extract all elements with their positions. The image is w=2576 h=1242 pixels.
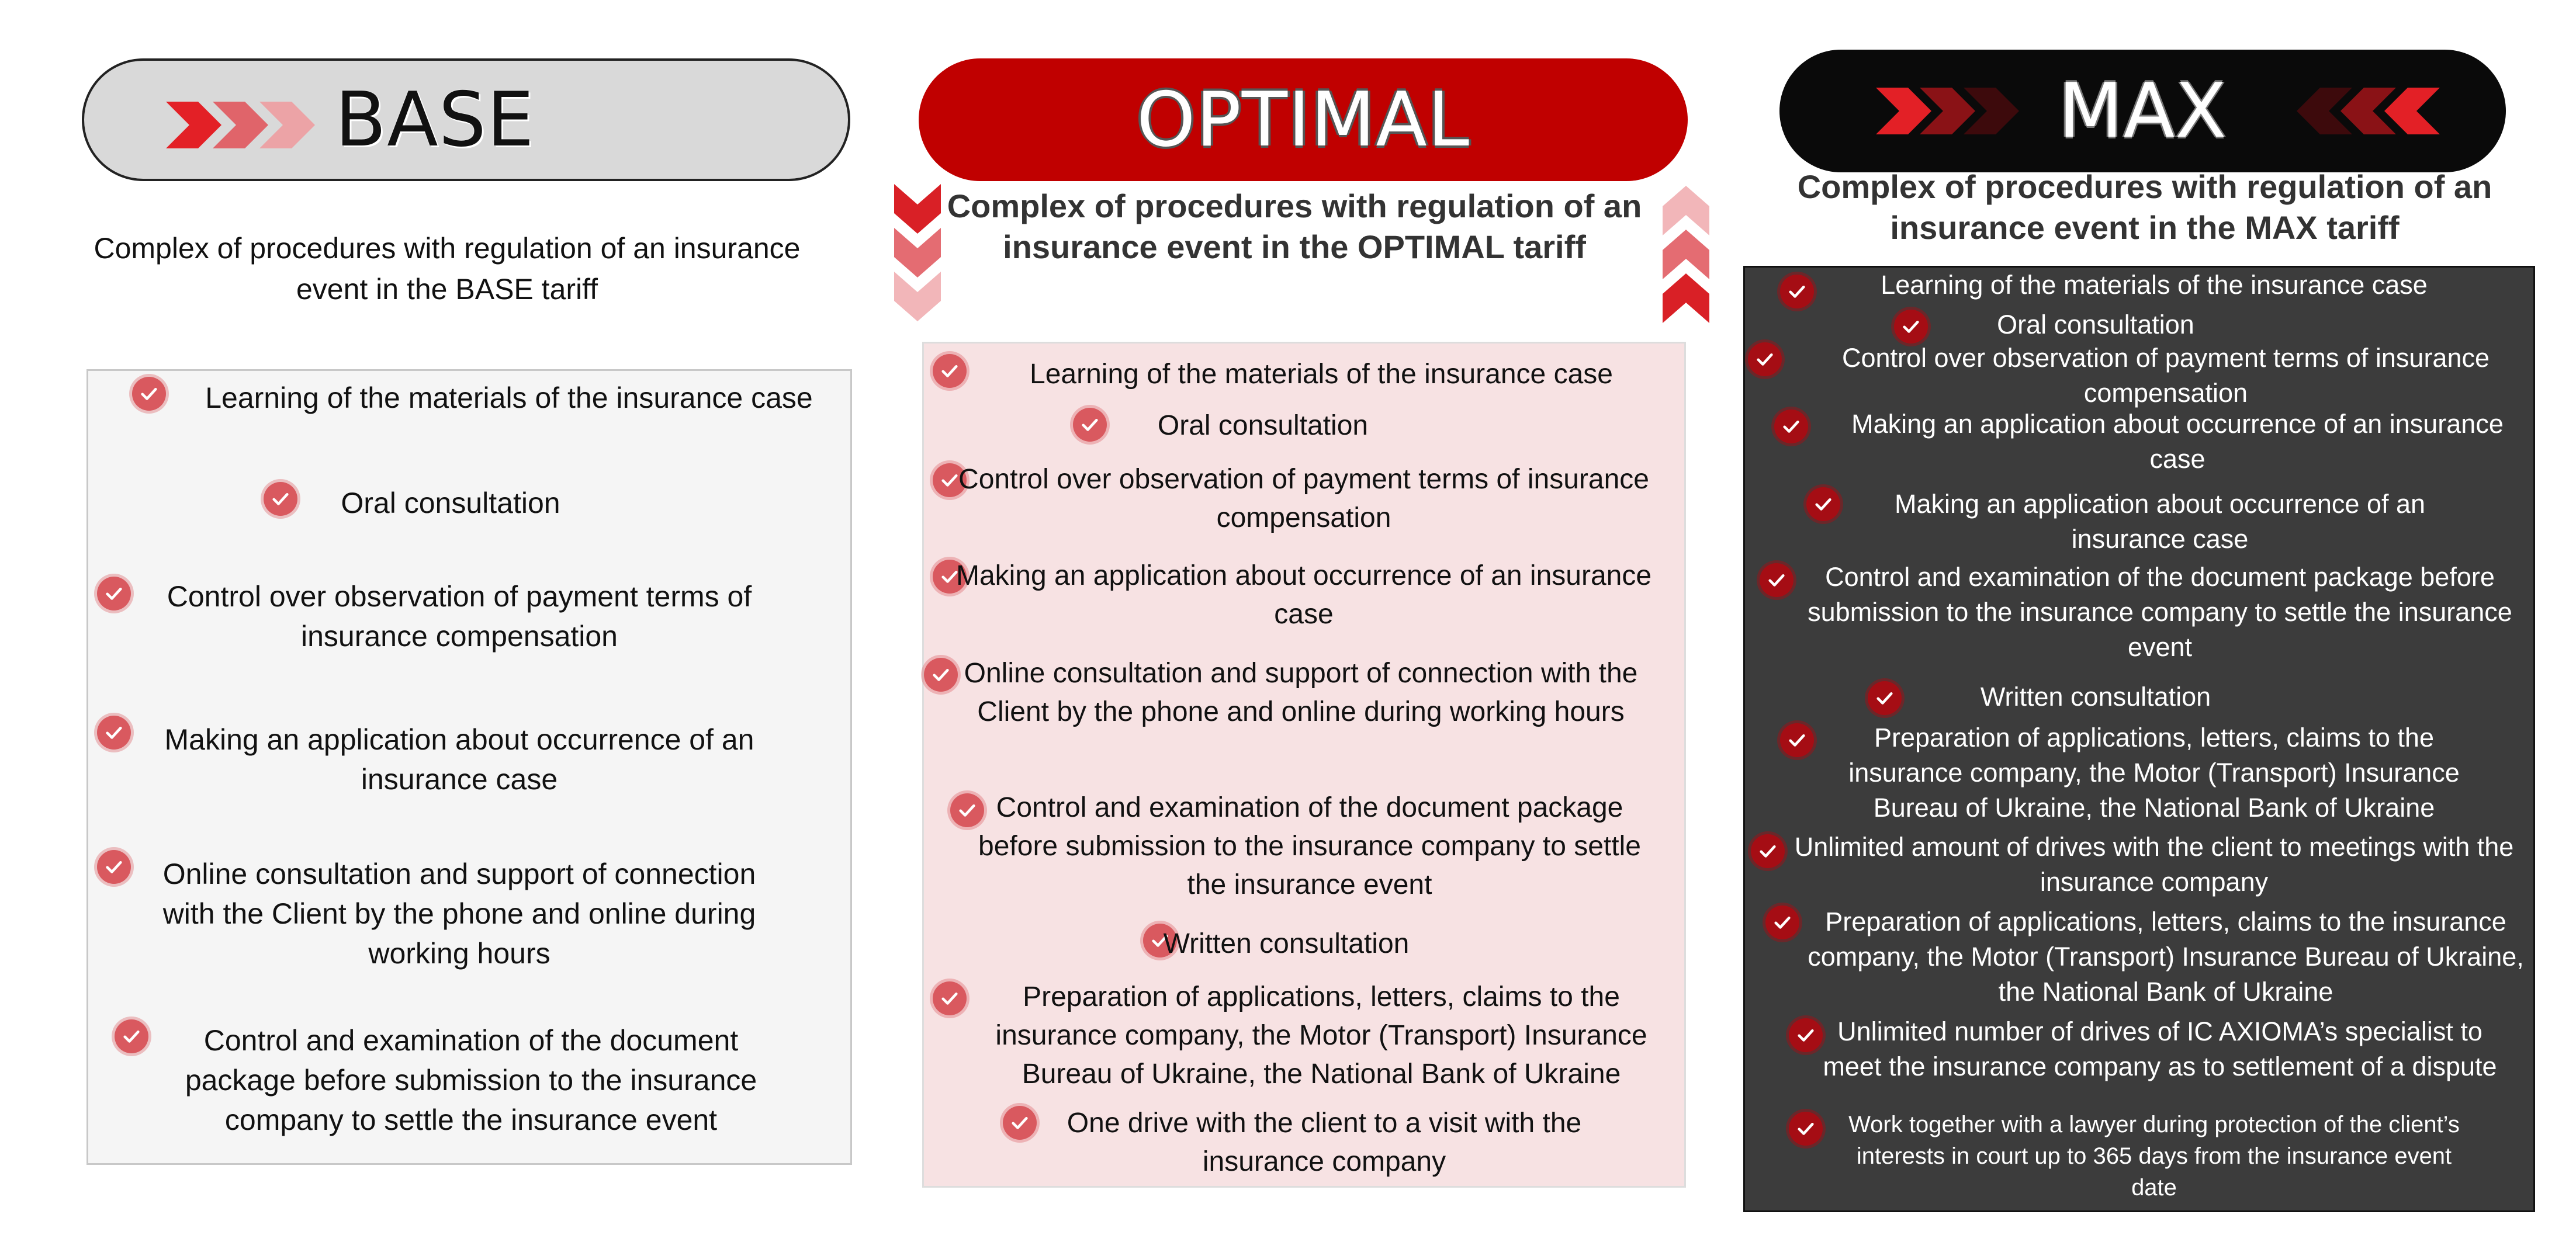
list-item: Learning of the materials of the insurance case bbox=[1030, 359, 1613, 390]
list-item: Written consultation bbox=[1163, 928, 1410, 959]
list-item: Preparation of applications, letters, claims to the insurance company, the Motor (Transport) Insurance Bureau of Ukraine, the National Bank of Ukraine bbox=[1808, 907, 2524, 1007]
check-icon bbox=[1751, 834, 1785, 868]
check-icon bbox=[97, 577, 131, 610]
list-item: Preparation of applications, letters, claims to the insurance company, the Motor (Transport) Insurance Bureau of Ukraine, the National Bank of Ukraine bbox=[995, 981, 1647, 1090]
check-icon bbox=[1789, 1112, 1823, 1146]
check-icon bbox=[1774, 410, 1808, 443]
check-icon bbox=[1806, 487, 1840, 521]
list-item: Making an application about occurrence of an insurance case bbox=[164, 723, 754, 796]
max-subtitle: Complex of procedures with regulation of an insurance event in the MAX tariff bbox=[1797, 168, 2492, 246]
list-item: Control and examination of the document package before submission to the insurance company to settle the insurance event bbox=[185, 1024, 757, 1136]
list-item: Oral consultation bbox=[1997, 310, 2194, 339]
base-tariff-header bbox=[82, 58, 850, 181]
list-item: Control over observation of payment terms of insurance compensation bbox=[958, 464, 1649, 533]
list-item: Online consultation and support of connection with the Client by the phone and online during working hours bbox=[964, 658, 1638, 727]
chevrons-up-icon bbox=[1660, 186, 1712, 326]
list-item: Unlimited number of drives of IC AXIOMA’s specialist to meet the insurance company as to settlement of a dispute bbox=[1823, 1017, 2497, 1081]
list-item: Making an application about occurrence of an insurance case bbox=[1851, 409, 2504, 474]
check-icon bbox=[97, 850, 131, 884]
max-title: MAX bbox=[2058, 67, 2227, 155]
check-icon bbox=[1868, 681, 1902, 715]
chevrons-right-icon bbox=[166, 102, 318, 148]
list-item: Learning of the materials of the insurance case bbox=[205, 381, 813, 414]
list-item: Online consultation and support of connection with the Client by the phone and online during working hours bbox=[162, 858, 756, 970]
check-icon bbox=[1894, 310, 1928, 344]
base-subtitle: Complex of procedures with regulation of an insurance event in the BASE tariff bbox=[94, 232, 801, 306]
check-icon bbox=[1765, 906, 1799, 939]
optimal-services-list bbox=[922, 342, 1686, 1188]
check-icon bbox=[264, 482, 297, 516]
list-item: Making an application about occurrence of an insurance case bbox=[1894, 489, 2426, 554]
base-services-list bbox=[86, 369, 852, 1165]
list-item: Learning of the materials of the insurance case bbox=[1881, 270, 2428, 300]
check-icon bbox=[1780, 275, 1814, 308]
optimal-title: OPTIMAL bbox=[1136, 76, 1470, 164]
list-item: Unlimited amount of drives with the client to meetings with the insurance company bbox=[1794, 832, 2514, 897]
list-item: Control and examination of the document package before submission to the insurance company to settle the insurance event bbox=[978, 792, 1641, 900]
check-icon bbox=[97, 716, 131, 750]
check-icon bbox=[132, 377, 166, 411]
check-icon bbox=[1760, 563, 1793, 597]
list-item: Oral consultation bbox=[1157, 410, 1369, 441]
list-item: Oral consultation bbox=[341, 487, 560, 519]
check-icon bbox=[933, 354, 967, 388]
check-icon bbox=[1073, 408, 1107, 442]
base-title: BASE bbox=[335, 76, 535, 164]
list-item: Control over observation of payment terms of insurance compensation bbox=[167, 580, 752, 653]
check-icon bbox=[1748, 342, 1782, 376]
optimal-tariff-header bbox=[919, 58, 1688, 181]
list-item: Written consultation bbox=[1980, 682, 2211, 712]
optimal-subtitle: Complex of procedures with regulation of an insurance event in the OPTIMAL tariff bbox=[947, 188, 1642, 265]
check-icon bbox=[1780, 723, 1814, 757]
list-item: Control and examination of the document package before submission to the insurance company to settle the insurance event bbox=[1808, 562, 2512, 662]
max-services-list bbox=[1743, 266, 2535, 1212]
list-item: Control over observation of payment terms of insurance compensation bbox=[1841, 343, 2490, 408]
list-item: Preparation of applications, letters, claims to the insurance company, the Motor (Transport) Insurance Bureau of Ukraine, the National Bank of Ukraine bbox=[1848, 723, 2460, 823]
list-item: One drive with the client to a visit with the insurance company bbox=[1067, 1108, 1582, 1177]
check-icon bbox=[115, 1019, 148, 1053]
list-item: Work together with a lawyer during protection of the client’s interests in court up to 365 days from the insurance event date bbox=[1848, 1112, 2460, 1201]
list-item: Making an application about occurrence of an insurance case bbox=[955, 560, 1652, 630]
chevrons-left-icon bbox=[2294, 88, 2440, 134]
max-tariff-header bbox=[1779, 50, 2506, 172]
